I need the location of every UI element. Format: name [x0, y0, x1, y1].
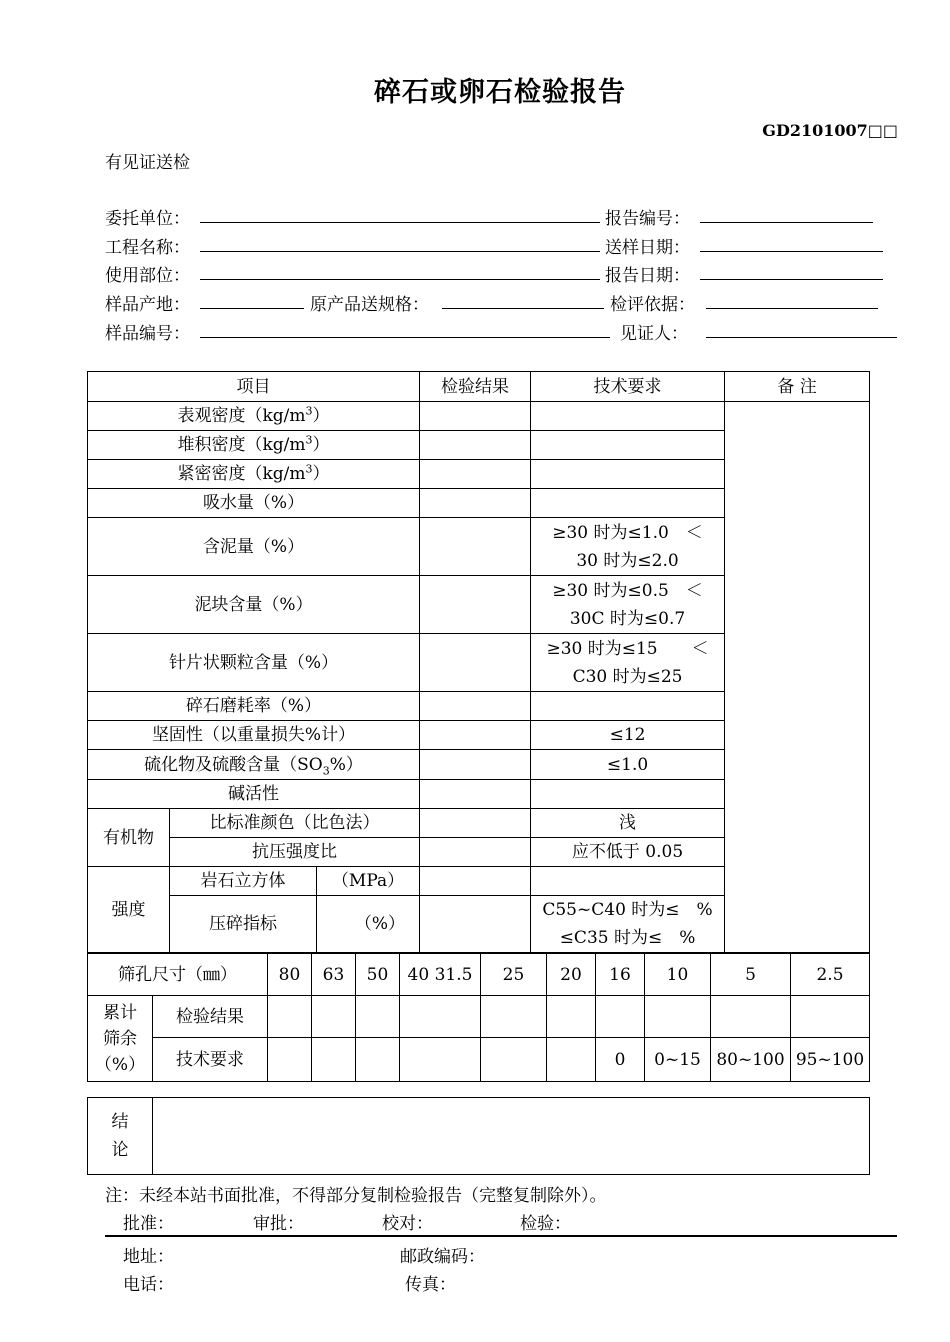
- witness-person-field[interactable]: [706, 337, 897, 338]
- row-apparent-density: 表观密度$(kg/m^3)$: [88, 402, 420, 431]
- sieve-size: 63: [312, 954, 356, 996]
- result-cell[interactable]: [420, 431, 531, 460]
- phone-label: 电话：: [123, 1275, 174, 1295]
- requirement-cell: [531, 867, 725, 896]
- sample-no-field[interactable]: [200, 337, 610, 338]
- sieve-req-cell: [268, 1038, 312, 1082]
- compressive-ratio-requirement: 应不低于 0.05: [531, 838, 725, 867]
- sieve-result-label: 检验结果: [153, 996, 268, 1038]
- sieve-size: 5: [711, 954, 791, 996]
- sieve-size: 20: [547, 954, 596, 996]
- page-title: 碎石或卵石检验报告: [374, 77, 626, 108]
- copyright-note: 注：未经本站书面批准，不得部分复制检验报告（完整复制除外）。: [105, 1186, 607, 1206]
- origin-label: 样品产地：: [105, 295, 190, 315]
- sieve-size: 2.5: [791, 954, 870, 996]
- sieve-result-cell[interactable]: [596, 996, 645, 1038]
- report-no-label: 报告编号：: [605, 209, 690, 229]
- flaky-requirement: ≥30 时为≤15 ＜ C30 时为≤25: [531, 634, 725, 692]
- sieve-req-cell: [356, 1038, 400, 1082]
- sieve-req-cell: [547, 1038, 596, 1082]
- client-field[interactable]: [200, 222, 600, 223]
- sieve-result-cell[interactable]: [268, 996, 312, 1038]
- client-label: 委托单位：: [105, 209, 190, 229]
- result-cell[interactable]: [420, 692, 531, 721]
- mud-requirement: ≥30 时为≤1.0 ＜ 30 时为≤2.0: [531, 518, 725, 576]
- header-result: 检验结果: [420, 372, 531, 402]
- inspection-table: [87, 371, 870, 953]
- strength-group: 强度: [88, 867, 170, 953]
- sieve-size: 80: [268, 954, 312, 996]
- sieve-result-cell[interactable]: [791, 996, 870, 1038]
- row-compressive-ratio: 抗压强度比: [170, 838, 420, 867]
- result-cell[interactable]: [420, 460, 531, 489]
- requirement-cell: [531, 692, 725, 721]
- requirement-cell: [531, 460, 725, 489]
- sieve-requirement-label: 技术要求: [153, 1038, 268, 1082]
- review-label: 审批：: [253, 1214, 304, 1234]
- approve-label: 批准：: [123, 1214, 174, 1234]
- inspect-label: 检验：: [520, 1214, 571, 1234]
- result-cell[interactable]: [420, 838, 531, 867]
- standard-field[interactable]: [706, 308, 878, 309]
- header-requirement: 技术要求: [531, 372, 725, 402]
- sieve-result-cell[interactable]: [481, 996, 547, 1038]
- usage-label: 使用部位：: [105, 266, 190, 286]
- crushing-requirement: C55~C40 时为≤ % ≤C35 时为≤ %: [531, 896, 725, 953]
- project-field[interactable]: [200, 251, 600, 252]
- remark-cell[interactable]: [725, 402, 870, 953]
- postcode-label: 邮政编码：: [400, 1247, 485, 1267]
- result-cell[interactable]: [420, 780, 531, 809]
- requirement-cell: [531, 402, 725, 431]
- cumulative-label: 累计 筛余 （%）: [88, 996, 153, 1082]
- standard-label: 检评依据：: [610, 295, 695, 315]
- soundness-requirement: ≤12: [531, 721, 725, 750]
- conclusion-label: 结 论: [88, 1098, 153, 1175]
- clay-requirement: ≥30 时为≤0.5 ＜ 30C 时为≤0.7: [531, 576, 725, 634]
- send-date-label: 送样日期：: [605, 238, 690, 258]
- conclusion-field[interactable]: [153, 1098, 870, 1175]
- requirement-cell: [531, 431, 725, 460]
- result-cell[interactable]: [420, 489, 531, 518]
- header-item: 项目: [88, 372, 420, 402]
- rock-cube-unit: （MPa）: [317, 867, 420, 896]
- sieve-result-cell[interactable]: [312, 996, 356, 1038]
- address-label: 地址：: [123, 1247, 174, 1267]
- row-crushing: 压碎指标: [170, 896, 317, 953]
- fax-label: 传真：: [405, 1275, 456, 1295]
- origin-field[interactable]: [200, 308, 304, 309]
- result-cell[interactable]: [420, 721, 531, 750]
- conclusion-table: [87, 1097, 870, 1175]
- crushing-unit: （%）: [317, 896, 420, 953]
- sieve-size: 40 31.5: [400, 954, 481, 996]
- report-code: GD2101007□□: [762, 121, 898, 140]
- sieve-req-cell: [312, 1038, 356, 1082]
- result-cell[interactable]: [420, 518, 531, 576]
- row-clay-lump: 泥块含量（%）: [88, 576, 420, 634]
- row-rock-cube: 岩石立方体: [170, 867, 317, 896]
- sample-no-label: 样品编号：: [105, 324, 190, 344]
- sieve-req-cell: 80~100: [711, 1038, 791, 1082]
- sieve-req-cell: 0~15: [645, 1038, 711, 1082]
- sieve-size: 25: [481, 954, 547, 996]
- report-date-label: 报告日期：: [605, 266, 690, 286]
- result-cell[interactable]: [420, 896, 531, 953]
- sieve-req-cell: 95~100: [791, 1038, 870, 1082]
- result-cell[interactable]: [420, 809, 531, 838]
- result-cell[interactable]: [420, 402, 531, 431]
- result-cell[interactable]: [420, 634, 531, 692]
- row-abrasion: 碎石磨耗率（%）: [88, 692, 420, 721]
- spec-field[interactable]: [442, 308, 604, 309]
- row-flaky: 针片状颗粒含量（%）: [88, 634, 420, 692]
- row-sulfide: 硫化物及硫酸含量$(SO_3\%)$: [88, 750, 420, 780]
- sieve-result-cell[interactable]: [711, 996, 791, 1038]
- witness-label: 有见证送检: [105, 153, 190, 173]
- spec-label: 原产品送规格：: [310, 295, 429, 315]
- sieve-req-cell: [481, 1038, 547, 1082]
- sieve-label: 筛孔尺寸（㎜）: [88, 954, 268, 996]
- organic-group: 有机物: [88, 809, 170, 867]
- row-colorimetric: 比标准颜色（比色法）: [170, 809, 420, 838]
- report-no-field[interactable]: [700, 222, 873, 223]
- sulfide-requirement: ≤1.0: [531, 750, 725, 780]
- sieve-size: 10: [645, 954, 711, 996]
- sieve-result-cell[interactable]: [356, 996, 400, 1038]
- row-bulk-density: 堆积密度$(kg/m^3)$: [88, 431, 420, 460]
- result-cell[interactable]: [420, 867, 531, 896]
- row-compact-density: 紧密密度$(kg/m^3)$: [88, 460, 420, 489]
- project-label: 工程名称：: [105, 238, 190, 258]
- requirement-cell: [531, 489, 725, 518]
- row-mud-content: 含泥量（%）: [88, 518, 420, 576]
- row-soundness: 坚固性（以重量损失%计）: [88, 721, 420, 750]
- colorimetric-requirement: 浅: [531, 809, 725, 838]
- result-cell[interactable]: [420, 576, 531, 634]
- witness-person-label: 见证人：: [620, 324, 688, 344]
- usage-field[interactable]: [200, 279, 600, 280]
- send-date-field[interactable]: [700, 251, 883, 252]
- row-alkali: 碱活性: [88, 780, 420, 809]
- row-water-absorption: 吸水量（%）: [88, 489, 420, 518]
- sieve-size: 16: [596, 954, 645, 996]
- report-date-field[interactable]: [700, 279, 883, 280]
- sieve-result-cell[interactable]: [645, 996, 711, 1038]
- sieve-result-cell[interactable]: [547, 996, 596, 1038]
- footer-divider: [105, 1235, 897, 1237]
- sieve-req-cell: 0: [596, 1038, 645, 1082]
- result-cell[interactable]: [420, 750, 531, 780]
- check-label: 校对：: [382, 1214, 433, 1234]
- requirement-cell: [531, 780, 725, 809]
- sieve-req-cell: [400, 1038, 481, 1082]
- sieve-table: [87, 953, 870, 1082]
- sieve-size: 50: [356, 954, 400, 996]
- header-remark: 备 注: [725, 372, 870, 402]
- sieve-result-cell[interactable]: [400, 996, 481, 1038]
